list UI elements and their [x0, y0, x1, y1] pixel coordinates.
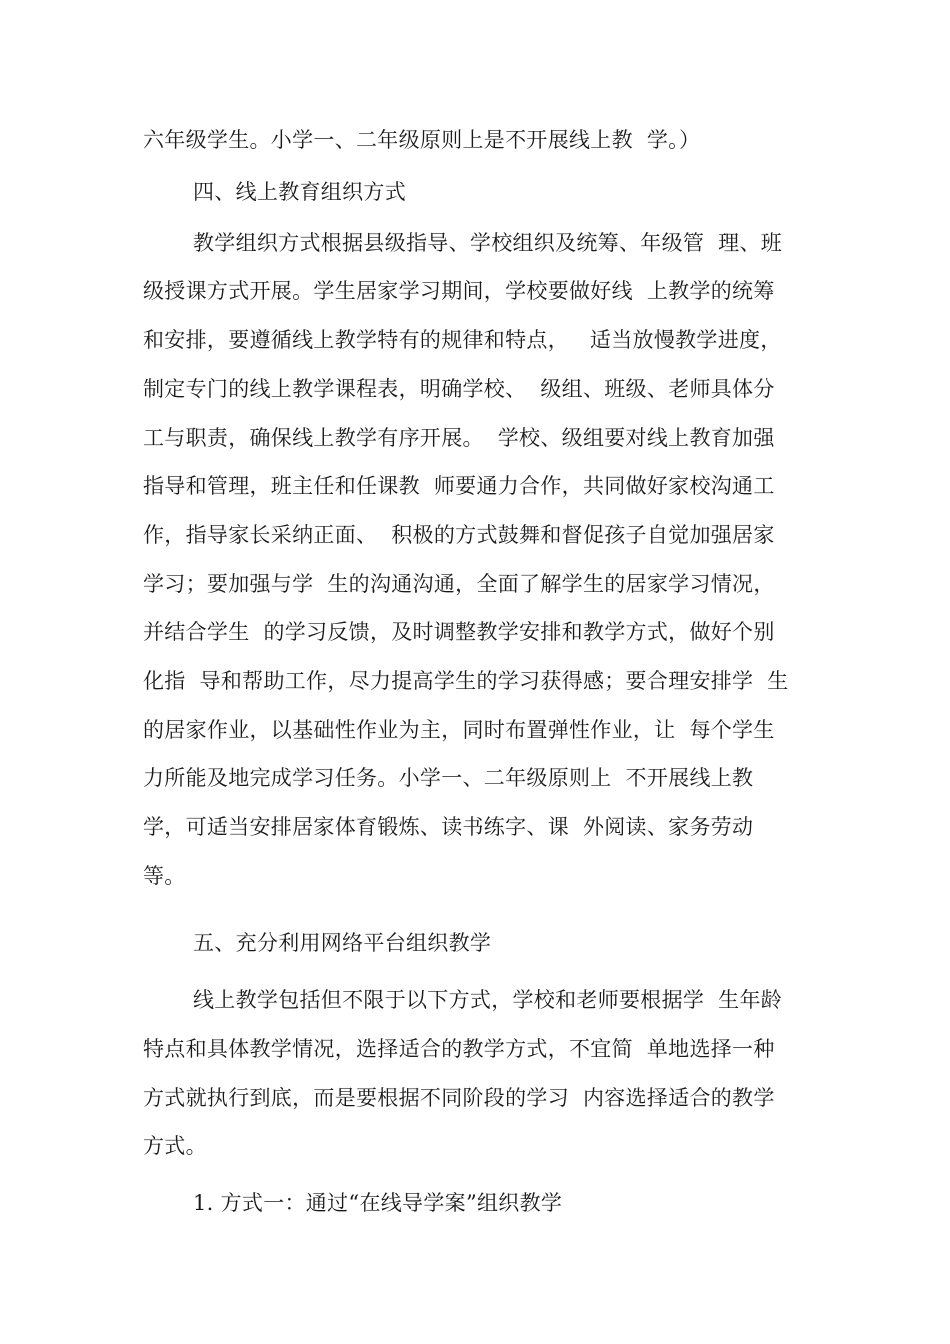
- paragraph-line: 学习；要加强与学 生的沟通沟通，全面了解学生的居家学习情况，: [143, 572, 775, 596]
- paragraph-line: 和安排，要遵循线上教学特有的规律和特点， 适当放慢教学进度，: [143, 328, 782, 352]
- paragraph-line: 力所能及地完成学习任务。小学一、二年级原则上 不开展线上教: [143, 766, 754, 790]
- paragraph-line: 指导和管理，班主任和任课教 师要通力合作，共同做好家校沟通工: [143, 474, 775, 498]
- paragraph-line: 教学组织方式根据县级指导、学校组织及统筹、年级管 理、班: [193, 231, 783, 255]
- paragraph-line: 方式就执行到底，而是要根据不同阶段的学习 内容选择适合的教学: [143, 1086, 775, 1110]
- paragraph-line: 作，指导家长采纳正面、 积极的方式鼓舞和督促孩子自觉加强居家: [143, 523, 775, 547]
- paragraph-line: 特点和具体教学情况，选择适合的教学方式，不宜简 单地选择一种: [143, 1037, 775, 1061]
- section-heading-4: 四、线上教育组织方式: [193, 180, 406, 204]
- paragraph-line: 学，可适当安排居家体育锻炼、读书练字、课 外阅读、家务劳动: [143, 815, 754, 839]
- paragraph-line: 等。: [143, 864, 186, 888]
- paragraph-line: 线上教学包括但不限于以下方式，学校和老师要根据学 生年龄: [193, 988, 783, 1012]
- paragraph-continuation-line: 六年级学生。小学一、二年级原则上是不开展线上教 学。）: [143, 128, 701, 152]
- paragraph-line: 工与职责，确保线上教学有序开展。 学校、级组要对线上教育加强: [143, 426, 775, 450]
- section-heading-5: 五、充分利用网络平台组织教学: [193, 931, 492, 955]
- paragraph-line: 的居家作业，以基础性作业为主，同时布置弹性作业，让 每个学生: [143, 718, 775, 742]
- paragraph-line: 化指 导和帮助工作，尽力提高学生的学习获得感；要合理安排学 生: [143, 669, 789, 693]
- subsection-heading-1: 1. 方式一：通过“在线导学案”组织教学: [193, 1191, 563, 1215]
- paragraph-line: 制定专门的线上教学课程表，明确学校、 级组、班级、老师具体分: [143, 377, 775, 401]
- paragraph-line: 并结合学生 的学习反馈，及时调整教学安排和教学方式，做好个别: [143, 620, 775, 644]
- paragraph-line: 级授课方式开展。学生居家学习期间，学校要做好线 上教学的统筹: [143, 279, 775, 303]
- paragraph-line: 方式。: [143, 1134, 207, 1158]
